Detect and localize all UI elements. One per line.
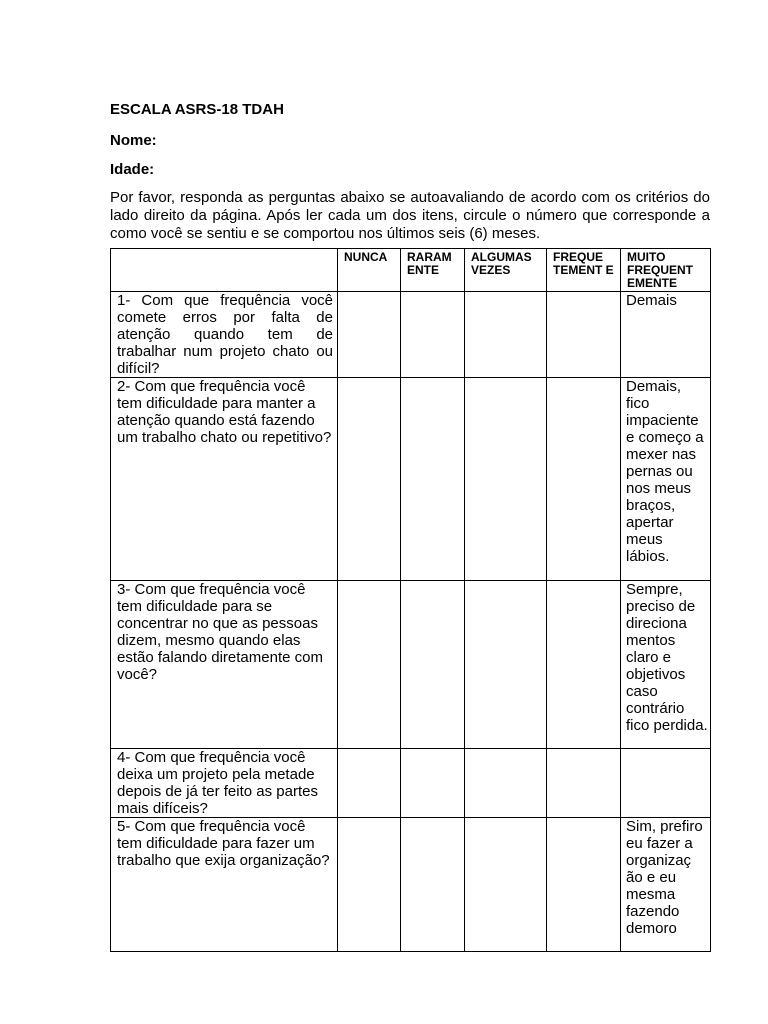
answer-cell-raramente[interactable] [401, 581, 465, 749]
answer-cell-raramente[interactable] [401, 378, 465, 581]
question-cell: 4- Com que frequência você deixa um projeto pela metade depois de já ter feito as partes mais difíceis? [111, 749, 338, 818]
header-nunca: NUNCA [338, 249, 401, 292]
document-page [110, 100, 710, 952]
answer-cell-nunca[interactable] [338, 292, 401, 378]
answer-cell-frequentemente[interactable] [547, 581, 621, 749]
answer-cell-frequentemente[interactable] [547, 749, 621, 818]
note-cell [621, 749, 711, 818]
answer-cell-raramente[interactable] [401, 749, 465, 818]
answer-cell-nunca[interactable] [338, 818, 401, 952]
questionnaire-table [110, 248, 711, 952]
note-cell: Demais, fico impaciente e começo a mexer nas pernas ou nos meus braços, apertar meus lábios. [621, 378, 711, 581]
instructions-paragraph: Por favor, responda as perguntas abaixo se autoavaliando de acordo com os critérios do lado direito da página. Após ler cada um dos itens, circule o número que corresponde a como você se sentiu e se comportou nos últimos seis (6) meses. [110, 189, 710, 242]
question-cell: 3- Com que frequência você tem dificuldade para se concentrar no que as pessoas dizem, mesmo quando elas estão falando diretamente com você? [111, 581, 338, 749]
answer-cell-algumas-vezes[interactable] [465, 378, 547, 581]
answer-cell-raramente[interactable] [401, 292, 465, 378]
answer-cell-algumas-vezes[interactable] [465, 581, 547, 749]
header-raramente: RARAM ENTE [401, 249, 465, 292]
note-cell: Demais [621, 292, 711, 378]
answer-cell-frequentemente[interactable] [547, 378, 621, 581]
question-cell: 5- Com que frequência você tem dificuldade para fazer um trabalho que exija organização? [111, 818, 338, 952]
header-algumas-vezes: ALGUMAS VEZES [465, 249, 547, 292]
answer-cell-nunca[interactable] [338, 378, 401, 581]
note-cell: Sempre, preciso de direciona mentos claro e objetivos caso contrário fico perdida. [621, 581, 711, 749]
table-row [111, 818, 711, 952]
answer-cell-frequentemente[interactable] [547, 818, 621, 952]
answer-cell-frequentemente[interactable] [547, 292, 621, 378]
answer-cell-algumas-vezes[interactable] [465, 749, 547, 818]
answer-cell-nunca[interactable] [338, 581, 401, 749]
answer-cell-nunca[interactable] [338, 749, 401, 818]
table-row [111, 749, 711, 818]
age-label: Idade: [110, 161, 155, 178]
header-question [111, 249, 338, 292]
document-title: ESCALA ASRS-18 TDAH [110, 101, 284, 118]
table-row [111, 378, 711, 581]
question-cell: 1- Com que frequência você comete erros por falta de atenção quando tem de trabalhar num projeto chato ou difícil? [111, 292, 338, 378]
table-row [111, 581, 711, 749]
header-muito-frequentemente: MUITO FREQUENT EMENTE [621, 249, 711, 292]
header-frequentemente: FREQUE TEMENT E [547, 249, 621, 292]
answer-cell-algumas-vezes[interactable] [465, 818, 547, 952]
note-cell: Sim, prefiro eu fazer a organizaç ão e eu mesma fazendo demoro [621, 818, 711, 952]
table-header-row [111, 249, 711, 292]
answer-cell-algumas-vezes[interactable] [465, 292, 547, 378]
table-row [111, 292, 711, 378]
question-cell: 2- Com que frequência você tem dificuldade para manter a atenção quando está fazendo um trabalho chato ou repetitivo? [111, 378, 338, 581]
answer-cell-raramente[interactable] [401, 818, 465, 952]
name-label: Nome: [110, 132, 157, 149]
